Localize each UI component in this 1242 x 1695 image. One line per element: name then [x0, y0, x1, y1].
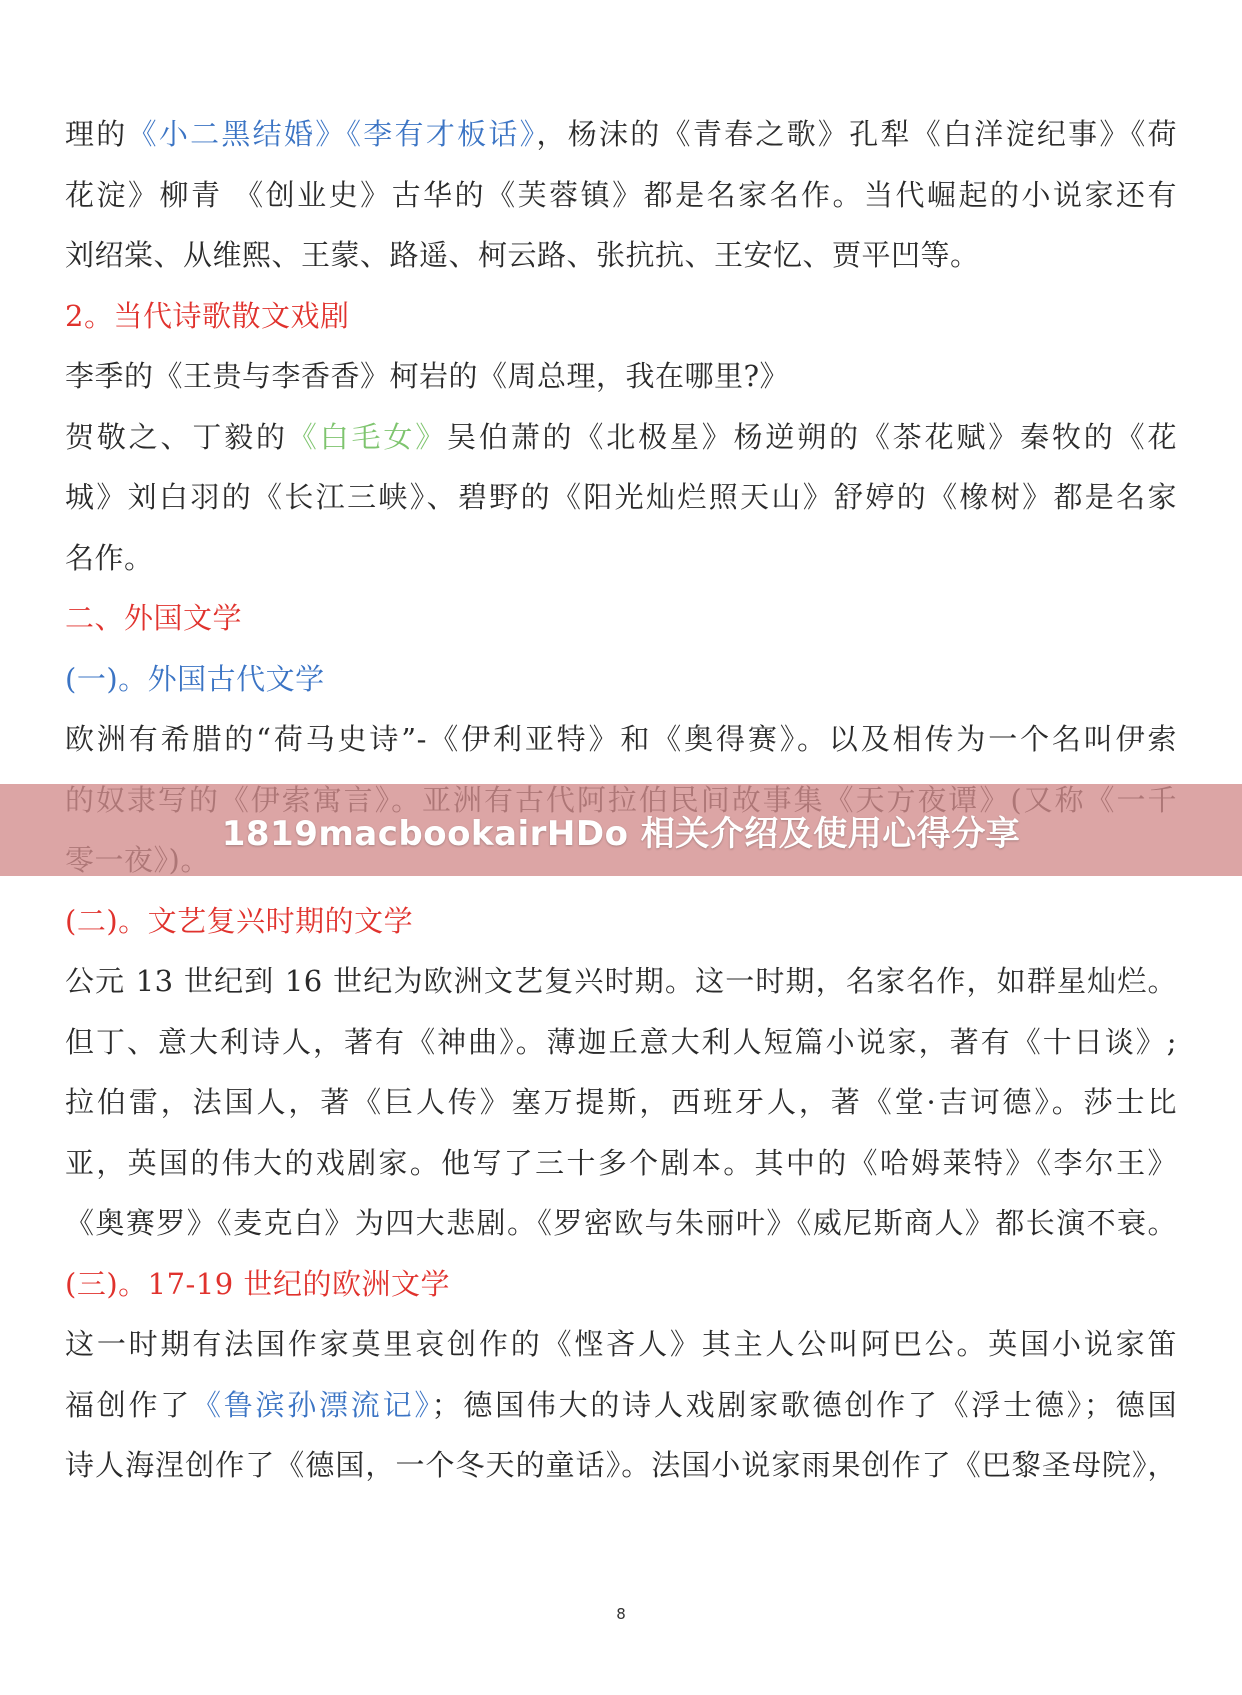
text-run: 但丁、意大利诗人，著有《神曲》。薄迦丘意大利人短篇小说家，著有《十日谈》; [65, 1024, 1177, 1059]
text-line [65, 104, 1177, 164]
text-line [65, 1193, 1177, 1253]
text-run: 亚，英国的伟大的戏剧家。他写了三十多个剧本。其中的《哈姆莱特》《李尔王》 [65, 1145, 1177, 1180]
text-run: 理的 [65, 117, 128, 151]
text-line [65, 1375, 1177, 1435]
text-line [65, 649, 1177, 709]
highlighted-text: (一)。外国古代文学 [65, 661, 325, 696]
text-run: 花淀》柳青 《创业史》古华的《芙蓉镇》都是名家名作。当代崛起的小说家还有 [65, 177, 1177, 212]
text-run: ，杨沫的《青春之歌》孔犁《白洋淀纪事》《荷 [536, 117, 1177, 151]
text-run: 拉伯雷，法国人，著《巨人传》塞万提斯，西班牙人，著《堂·吉诃德》。莎士比 [65, 1085, 1177, 1119]
text-run: 城》刘白羽的《长江三峡》、碧野的《阳光灿烂照天山》舒婷的《橡树》都是名家 [65, 480, 1177, 514]
highlighted-text: 二、外国文学 [65, 601, 243, 635]
text-run: 吴伯萧的《北极星》杨逆朔的《茶花赋》秦牧的《花 [447, 419, 1177, 454]
highlighted-text: 《白毛女》 [287, 419, 448, 454]
text-run: 刘绍棠、从维熙、王蒙、路遥、柯云路、张抗抗、王安忆、贾平凹等。 [65, 238, 980, 272]
highlighted-text: (二)。文艺复兴时期的文学 [65, 903, 414, 938]
title-banner [0, 784, 1242, 876]
text-line [65, 225, 1177, 285]
text-line [65, 1254, 1177, 1314]
text-line [65, 286, 1177, 346]
text-run: ；德国伟大的诗人戏剧家歌德创作了《浮士德》；德国 [431, 1387, 1177, 1422]
text-run: 公元 13 世纪到 16 世纪为欧洲文艺复兴时期。这一时期，名家名作，如群星灿烂。 [65, 964, 1177, 998]
text-line [65, 1072, 1177, 1132]
text-line [65, 165, 1177, 225]
text-line [65, 407, 1177, 467]
text-line [65, 1012, 1177, 1072]
text-line [65, 1435, 1177, 1495]
text-line [65, 1314, 1177, 1374]
text-run: 欧洲有希腊的“荷马史诗”-《伊利亚特》和《奥得赛》。以及相传为一个名叫伊索 [65, 722, 1177, 756]
text-run: 名作。 [65, 540, 154, 575]
text-run: 诗人海涅创作了《德国，一个冬天的童话》。法国小说家雨果创作了《巴黎圣母院》， [65, 1448, 1177, 1482]
text-run: 福创作了 [65, 1387, 193, 1422]
highlighted-text: 2。当代诗歌散文戏剧 [65, 298, 350, 333]
highlighted-text: 《小二黑结婚》《李有才板话》 [127, 117, 537, 151]
text-line [65, 588, 1177, 648]
text-line [65, 891, 1177, 951]
text-run: 李季的《王贵与李香香》柯岩的《周总理，我在哪里?》 [65, 359, 790, 393]
text-line [65, 467, 1177, 527]
text-run: 这一时期有法国作家莫里哀创作的《悭吝人》其主人公叫阿巴公。英国小说家笛 [65, 1327, 1177, 1361]
highlighted-text: (三)。17-19 世纪的欧洲文学 [65, 1266, 450, 1301]
text-line [65, 951, 1177, 1011]
text-line [65, 709, 1177, 769]
highlighted-text: 《鲁滨孙漂流记》 [192, 1387, 432, 1422]
text-line [65, 346, 1177, 406]
text-run: 《奥赛罗》《麦克白》为四大悲剧。《罗密欧与朱丽叶》《威尼斯商人》都长演不衰。 [65, 1206, 1177, 1240]
text-run: 贺敬之、丁毅的 [65, 419, 288, 454]
banner-title: 1819macbookairHDo 相关介绍及使用心得分享 [221, 813, 1021, 854]
page-number: 8 [616, 1605, 626, 1623]
text-line [65, 1133, 1177, 1193]
text-line [65, 528, 1177, 588]
